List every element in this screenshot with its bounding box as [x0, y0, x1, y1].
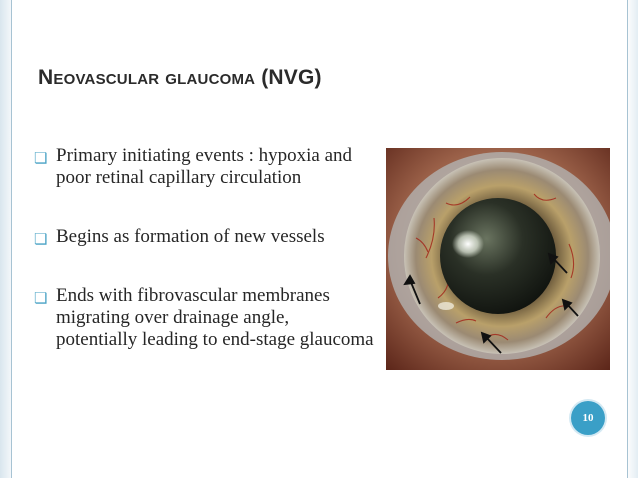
page-number-badge: 10 — [571, 401, 605, 435]
right-border-line — [627, 0, 628, 478]
eye-illustration — [386, 148, 610, 370]
bullet-text: Ends with fibrovascular membranes migrating over drainage angle, potentially leading to end-stage glaucoma — [56, 285, 374, 350]
title-word-2: GLAUCOMA — [165, 71, 256, 88]
bullet-text: Begins as formation of new vessels — [56, 226, 325, 247]
bullet-item — [34, 285, 374, 351]
eye-photo — [386, 148, 610, 370]
slide-title — [38, 66, 322, 90]
corneal-reflection — [438, 302, 454, 310]
title-initial: N — [38, 66, 54, 89]
bullet-item — [34, 145, 374, 189]
title-word-1: EOVASCULAR — [53, 71, 160, 88]
bullet-text: Primary initiating events : hypoxia and poor retinal capillary circulation — [56, 145, 353, 188]
hollow-square-bullet-icon: ❏ — [34, 232, 48, 248]
hollow-square-bullet-icon: ❏ — [34, 291, 48, 307]
light-reflection — [452, 230, 484, 258]
hollow-square-bullet-icon: ❏ — [34, 151, 48, 167]
right-border-decoration — [628, 0, 638, 478]
bullet-list — [34, 145, 374, 351]
left-border-decoration — [0, 0, 11, 478]
pupil — [440, 198, 556, 314]
title-abbreviation: (NVG) — [261, 66, 322, 89]
bullet-item — [34, 226, 374, 248]
left-border-line — [11, 0, 12, 478]
